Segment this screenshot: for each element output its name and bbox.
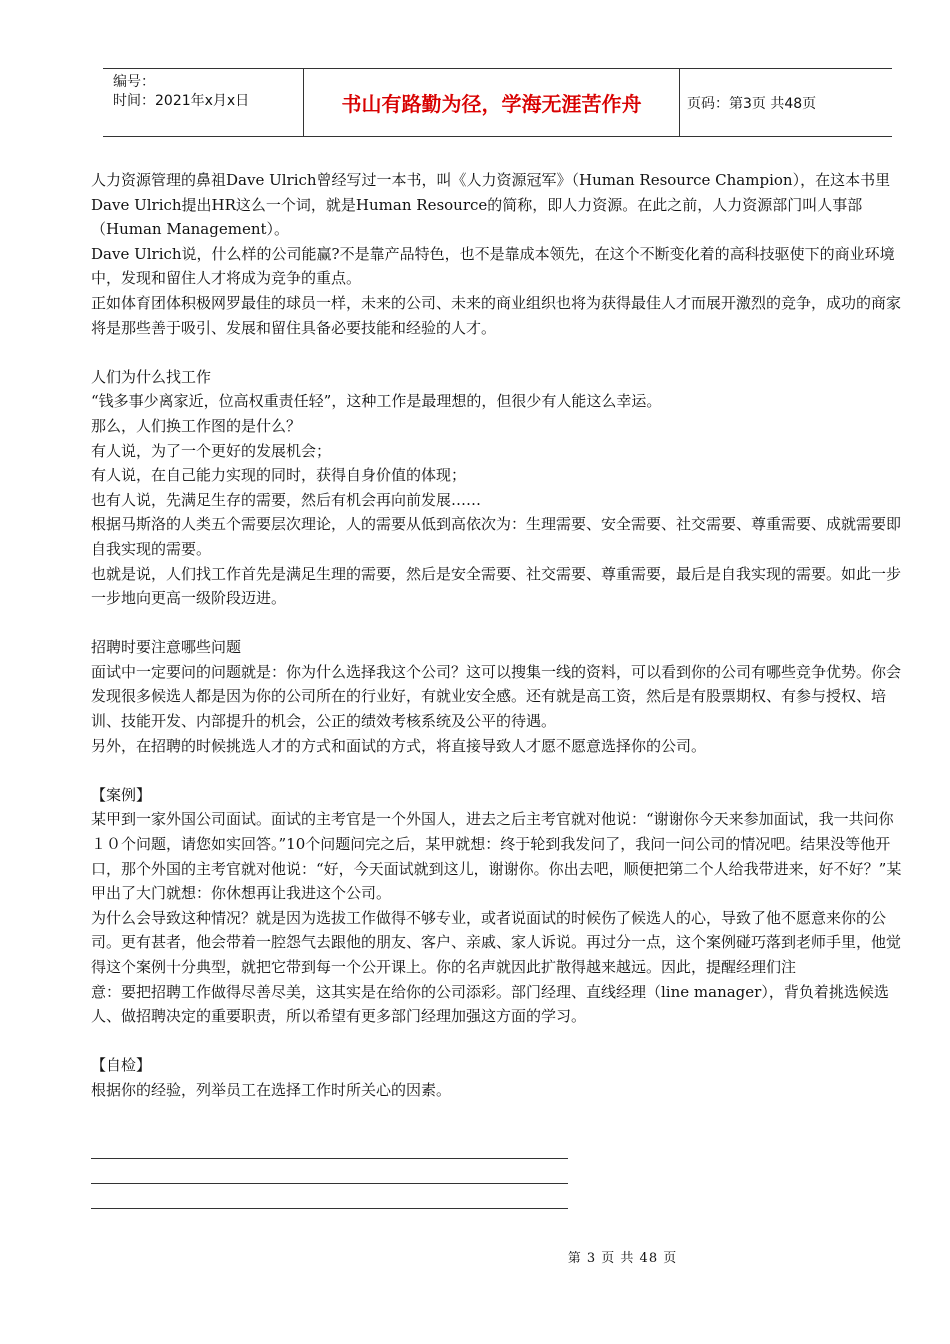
paragraph: 另外，在招聘的时候挑选人才的方式和面试的方式，将直接导致人才愿不愿意选择你的公司。	[91, 736, 707, 755]
answer-blank-line[interactable]	[91, 1158, 568, 1159]
header-page-label: 页码：第3页 共48页	[687, 95, 817, 112]
paragraph: 根据马斯洛的人类五个需要层次理论，人的需要从低到高依次为：生理需要、安全需要、社交需要、尊重需要、成就需要即自我实现的需要。	[91, 515, 902, 558]
document-body	[91, 168, 906, 1103]
paragraph: 某甲到一家外国公司面试。面试的主考官是一个外国人，进去之后主考官就对他说：“谢谢你今天来参加面试，我一共问你１０个问题，请您如实回答。”10个问题问完之后，某甲就想：终于轮到我发问了，我问一问公司的情况吧。结果没等他开口，那个外国的主考官就对他说：“好，今天面试就到这儿，谢谢你。你出去吧，顺便把第二个人给我带进来，好不好？”某甲出了大门就想：你休想再让我进这个公司。	[91, 810, 902, 903]
paragraph: 也有人说，先满足生存的需要，然后有机会再向前发展……	[91, 490, 482, 509]
page-header	[103, 68, 892, 137]
page-footer	[0, 1247, 950, 1266]
paragraph: 面试中一定要问的问题就是：你为什么选择我这个公司？这可以搜集一线的资料，可以看到你的公司有哪些竞争优势。你会发现很多候选人都是因为你的公司所在的行业好，有就业安全感。还有就是高工资，然后是有股票期权、有参与授权、培训、技能开发、内部提升的机会，公正的绩效考核系统及公平的待遇。	[91, 662, 902, 731]
paragraph: 正如体育团体积极网罗最佳的球员一样，未来的公司、未来的商业组织也将为获得最佳人才而展开激烈的竞争，成功的商家将是那些善于吸引、发展和留住具备必要技能和经验的人才。	[91, 293, 902, 337]
section-heading: 【自检】	[91, 1056, 152, 1075]
paragraph: 那么，人们换工作图的是什么？	[91, 416, 302, 435]
paragraph: 人力资源管理的鼻祖Dave Ulrich曾经写过一本书，叫《人力资源冠军》（Human Resource Champion），在这本书里Dave Ulrich提出HR这么一个词，就是Human Resource的简称，即人力资源。在此之前，人力资源部门叫人事部（Human Management）。	[91, 171, 891, 239]
paragraph: 意：要把招聘工作做得尽善尽美，这其实是在给你的公司添彩。部门经理、直线经理（line manager），背负着挑选候选人、做招聘决定的重要职责，所以希望有更多部门经理加强这方面的学习。	[91, 982, 889, 1026]
paragraph: “钱多事少离家近，位高权重责任轻”，这种工作是最理想的，但很少有人能这么幸运。	[91, 392, 662, 411]
footer-page-number: 第 3 页 共 48 页	[567, 1251, 678, 1266]
paragraph: 有人说，在自己能力实现的同时，获得自身价值的体现；	[91, 466, 467, 485]
number-label: 编号：	[113, 74, 155, 90]
header-motto: 书山有路勤为径，学海无涯苦作舟	[303, 69, 680, 136]
section-heading: 招聘时要注意哪些问题	[91, 638, 242, 657]
paragraph: 根据你的经验，列举员工在选择工作时所关心的因素。	[91, 1080, 452, 1099]
answer-blank-line[interactable]	[91, 1208, 568, 1209]
header-info-cell	[103, 69, 303, 136]
section-heading: 人们为什么找工作	[91, 367, 212, 386]
paragraph: 也就是说，人们找工作首先是满足生理的需要，然后是安全需要、社交需要、尊重需要，最后是自我实现的需要。如此一步一步地向更高一级阶段迈进。	[91, 564, 902, 608]
answer-blank-line[interactable]	[91, 1183, 568, 1184]
paragraph: Dave Ulrich说，什么样的公司能赢?不是靠产品特色，也不是靠成本领先，在这个不断变化着的高科技驱使下的商业环境中，发现和留住人才将成为竞争的重点。	[91, 244, 895, 288]
section-heading: 【案例】	[91, 785, 152, 804]
paragraph: 有人说，为了一个更好的发展机会；	[91, 441, 332, 460]
paragraph: 为什么会导致这种情况？就是因为选拔工作做得不够专业，或者说面试的时候伤了候选人的心，导致了他不愿意来你的公司。更有甚者，他会带着一腔怨气去跟他的朋友、客户、亲戚、家人诉说。再过分一点，这个案例碰巧落到老师手里，他觉得这个案例十分典型，就把它带到每一个公开课上。你的名声就因此扩散得越来越远。因此，提醒经理们注	[91, 908, 902, 976]
date-label: 时间：2021年x月x日	[113, 93, 250, 109]
